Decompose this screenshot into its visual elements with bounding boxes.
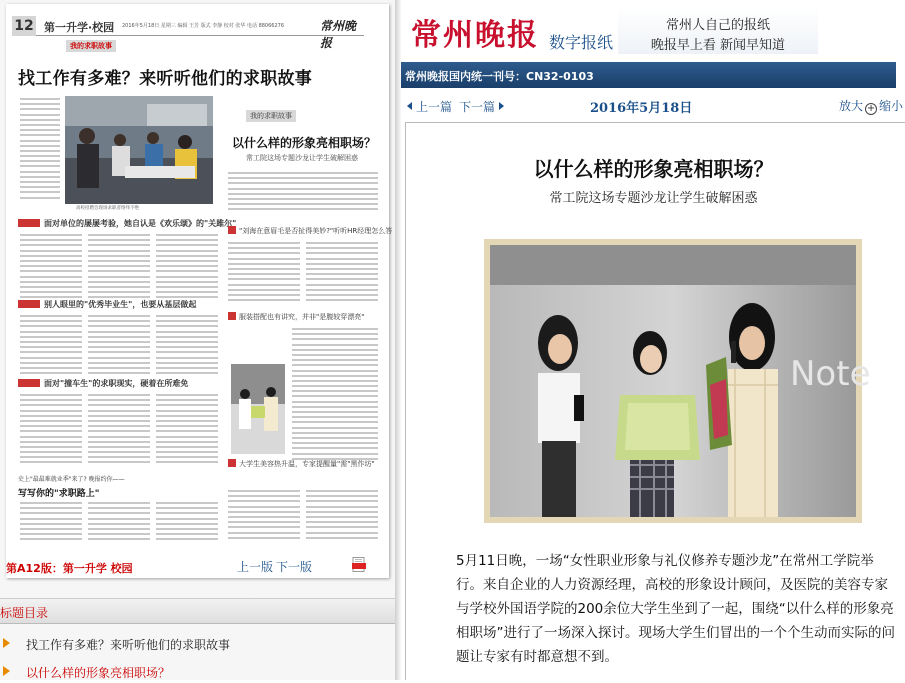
article-nav xyxy=(401,88,904,122)
bottom-subheadline: 史上"最最难就业季"来了? 晚报约你—— xyxy=(18,476,125,483)
pdf-icon[interactable] xyxy=(352,557,366,572)
section-heading-3[interactable]: 面对"撞车生"的求职现实，硬着在所难免 xyxy=(18,378,188,389)
text-column xyxy=(88,394,150,467)
text-column xyxy=(20,394,82,467)
prev-article-link[interactable] xyxy=(407,98,452,115)
toc-arrow-icon xyxy=(3,638,10,648)
brand-logo[interactable]: 常州晚报 xyxy=(411,18,539,53)
bottom-headline[interactable]: 写写你的"求职路上" xyxy=(18,489,100,499)
issn-bar xyxy=(401,62,896,88)
text-column xyxy=(306,242,378,304)
text-column xyxy=(156,234,218,301)
job-fair-photo[interactable] xyxy=(65,96,213,204)
article-panel xyxy=(401,0,904,680)
text-column xyxy=(20,502,82,544)
text-column xyxy=(156,502,218,544)
zoom-in-label[interactable]: 放大 xyxy=(839,99,864,113)
next-arrow-icon xyxy=(499,102,504,110)
sub-headline[interactable]: 以什么样的形象亮相职场？ xyxy=(232,136,377,150)
page-section: 第一升学·校园 xyxy=(44,21,115,34)
brand-subtitle: 数字报纸 xyxy=(549,33,614,52)
slogan-line-2: 晚报早上看 新闻早知道 xyxy=(650,38,786,53)
issue-date: 2016年5月18日 xyxy=(590,101,693,116)
newspaper-page-image[interactable] xyxy=(6,4,393,578)
text-column xyxy=(20,98,60,202)
next-article-label[interactable]: 下一篇 xyxy=(459,100,496,114)
toc-header xyxy=(0,598,395,624)
text-column xyxy=(228,490,300,542)
toc-item-label[interactable]: 以什么样的形象亮相职场？ xyxy=(26,666,171,680)
box-heading-2[interactable]: 服装搭配也有讲究，并非"是腹较穿漂亮" xyxy=(228,312,364,322)
section-heading-2[interactable]: 别人眼里的"优秀毕业生"，也要从基层做起 xyxy=(18,299,196,310)
next-page-link[interactable]: 下一版 xyxy=(276,560,313,574)
section-heading-1[interactable]: 面对单位的屡屡考验，她自认是《欢乐颂》的"关雎尔" xyxy=(18,218,236,229)
text-column xyxy=(20,234,82,301)
article-paragraph: 5月11日晚，一场“女性职业形象与礼仪修养专题沙龙”在常州工学院举行。来自企业的人力资源经理，高校的形象设计顾问，及医院的美容专家与学校外国语学院的200余位大学生坐到了一起，围绕“以什么样的形象亮相职场”进行了一场深入探讨。现场大学生们冒出的一个个生动而实际的问题让专家有时都意想不到。 xyxy=(456,553,895,665)
article-body xyxy=(405,122,905,680)
text-column xyxy=(156,315,218,377)
text-column xyxy=(292,328,378,463)
edition-label: 第A12版：第一升学 校园 xyxy=(6,562,133,575)
page-date-line: 2016年5月18日 星期三 编辑 王芳 版式 李静 校对 张华 电话 88066276 xyxy=(122,23,285,29)
salon-thumbnail-photo[interactable] xyxy=(231,364,285,454)
zoom-in-icon[interactable]: + xyxy=(866,103,876,114)
main-headline[interactable]: 找工作有多难？来听听他们的求职故事 xyxy=(18,69,313,89)
toc-item[interactable] xyxy=(0,633,395,655)
prev-arrow-icon xyxy=(407,102,412,110)
text-column xyxy=(306,490,378,542)
slogan-line-1: 常州人自己的报纸 xyxy=(665,18,770,33)
zoom-in-button[interactable] xyxy=(839,97,877,115)
story-tag-text: 我的求职故事 xyxy=(70,42,112,50)
article-title: 以什么样的形象亮相职场？ xyxy=(533,157,774,181)
prev-article-label[interactable]: 上一篇 xyxy=(416,100,453,114)
zoom-out-label[interactable]: 缩小 xyxy=(879,99,904,113)
prev-page-link[interactable]: 上一版 xyxy=(237,560,274,574)
article-photo-frame xyxy=(484,239,871,523)
box-heading-3[interactable]: 大学生美容热升温，专家提醒量"需"黑作坊" xyxy=(228,459,375,469)
toc-item[interactable] xyxy=(0,661,395,683)
text-column xyxy=(88,502,150,544)
svg-text:Note: Note xyxy=(790,354,871,394)
page-paper-logo: 常州晚报 xyxy=(320,19,357,50)
text-column xyxy=(88,315,150,377)
toc-title: 标题目录 xyxy=(0,606,49,620)
page-number: 12 xyxy=(12,16,36,36)
article-subtitle: 常工院这场专题沙龙让学生破解困惑 xyxy=(549,191,758,206)
article-photo[interactable] xyxy=(490,245,871,517)
text-column xyxy=(228,242,300,304)
text-column xyxy=(20,315,82,377)
text-column xyxy=(88,234,150,301)
text-column xyxy=(156,394,218,467)
toc-arrow-icon xyxy=(3,666,10,676)
page-thumbnail-panel xyxy=(0,0,395,680)
toc-item-label[interactable]: 找工作有多难？来听听他们的求职故事 xyxy=(26,638,231,652)
story-tag xyxy=(66,40,116,52)
text-block xyxy=(228,172,378,214)
next-article-link[interactable] xyxy=(459,98,504,115)
slogan-banner xyxy=(618,8,818,54)
issn-text: 常州晚报国内统一刊号：CN32-0103 xyxy=(405,70,594,83)
zoom-out-button[interactable] xyxy=(879,97,903,114)
photo-caption: 高校招聘会现场求职者络绎不绝 xyxy=(76,206,139,211)
box-heading-1[interactable]: "刘海在意眉毛是否扯得美妙?"听听HR经理怎么答 xyxy=(228,226,392,236)
sub-story-tag: 我的求职故事 xyxy=(246,110,296,122)
sub-subheadline: 常工院这场专题沙龙让学生破解困惑 xyxy=(246,154,358,162)
